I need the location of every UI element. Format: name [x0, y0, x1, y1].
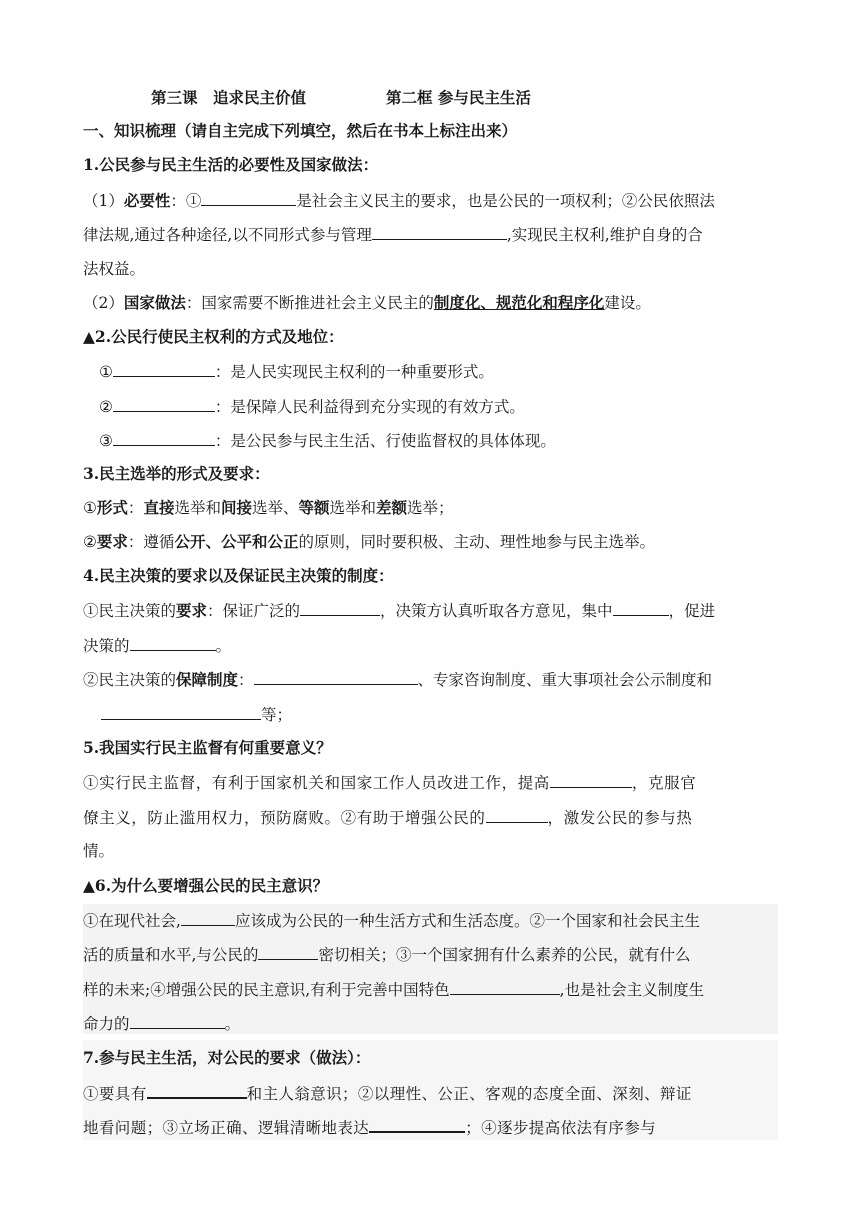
fill-blank[interactable] — [486, 807, 548, 823]
q1-l4-b: 建设。 — [604, 294, 651, 312]
fill-blank[interactable] — [300, 600, 380, 616]
q2-item-3 — [99, 430, 556, 451]
q4-l1-a: ①民主决策的 — [83, 602, 177, 620]
fill-blank[interactable] — [147, 1082, 247, 1099]
fill-blank[interactable] — [550, 772, 632, 788]
q6-l2-a: 活的质量和水平,与公民的 — [83, 946, 259, 964]
q1-necessity-label: 必要性 — [123, 191, 171, 210]
q4-l2-a: 决策的 — [83, 637, 130, 655]
q7-heading: 7.参与民主生活，对公民的要求（做法）： — [83, 1048, 371, 1067]
q3-req-a: ：遵循 — [127, 533, 175, 551]
q6-l1-a: ①在现代社会, — [83, 912, 181, 930]
q3-heading: 3.民主选举的形式及要求： — [83, 464, 270, 483]
q2-item-2 — [99, 396, 525, 417]
q6-l3-b: ,也是社会主义制度生 — [559, 981, 705, 999]
q3-form-line — [83, 498, 454, 518]
q5-heading: 5.我国实行民主监督有何重要意义？ — [83, 738, 332, 757]
q5-line2 — [83, 807, 692, 828]
q3-keyword: 直接 — [143, 498, 175, 517]
q5-l1-a: ①实行民主监督，有利于国家机关和国家工作人员改进工作，提高 — [83, 774, 550, 792]
q5-l2-a: 僚主义，防止滥用权力，预防腐败。②有助于增强公民的 — [83, 809, 486, 827]
fill-blank[interactable] — [113, 396, 215, 412]
q3-text: 选举和 — [174, 499, 221, 517]
q1-l1-b: 是社会主义民主的要求，也是公民的一项权利；②公民依照法 — [296, 192, 715, 210]
fill-blank[interactable] — [258, 944, 318, 960]
q5-line3: 情。 — [83, 842, 115, 860]
q1-state-label: 国家做法 — [123, 293, 186, 312]
q6-l2-b: 密切相关；③一个国家拥有什么素养的公民，就有什么 — [318, 946, 691, 964]
q7-l2-a: 地看问题；③立场正确、逻辑清晰地表达 — [83, 1119, 370, 1137]
q6-l1-b: 应该成为公民的一种生活方式和生活态度。②一个国家和社会民主生 — [234, 912, 700, 930]
fill-blank[interactable] — [201, 190, 296, 206]
q1-l1-a: ：① — [170, 192, 202, 210]
q7-l1-b: 和主人翁意识；②以理性、公正、客观的态度全面、深刻、辩证 — [246, 1085, 692, 1103]
q7-line2 — [83, 1116, 656, 1138]
q3-keyword: 间接 — [220, 498, 252, 517]
q1-l1-prefix: （1） — [83, 192, 124, 210]
q4-l1-b: ：保证广泛的 — [207, 602, 301, 620]
q4-line4 — [101, 704, 292, 725]
q3-text: 选举； — [407, 499, 454, 517]
q5-l2-b: ，激发公民的参与热 — [547, 809, 693, 827]
q2-heading: ▲2.公民行使民主权利的方式及地位： — [83, 327, 344, 346]
q3-form-label: 形式 — [96, 498, 128, 517]
q2-item-text: ：是人民实现民主权利的一种重要形式。 — [214, 363, 494, 381]
fill-blank[interactable] — [130, 1013, 225, 1029]
q4-heading: 4.民主决策的要求以及保证民主决策的制度： — [83, 566, 394, 585]
fill-blank[interactable] — [113, 361, 215, 377]
q6-l3-a: 样的未来;④增强公民的民主意识,有利于完善中国特色 — [83, 981, 450, 999]
q4-l1-d: ，促进 — [668, 602, 716, 620]
q2-item-num: ① — [99, 363, 113, 381]
q6-line1 — [83, 910, 700, 931]
q7-l2-b: ；④逐步提高依法有序参与 — [465, 1119, 657, 1137]
q1-key-phrase: 制度化、规范化和程序化 — [433, 293, 605, 312]
q3-req-b: 的原则，同时要积极、主动、理性地参与民主选举。 — [298, 533, 655, 551]
q6-l4-b: 。 — [224, 1015, 241, 1033]
q2-item-1 — [99, 361, 494, 382]
section-title: 第二框 参与民主生活 — [386, 88, 531, 107]
q1-l4-prefix: （2） — [83, 294, 124, 312]
q4-l4-b: 等； — [261, 706, 293, 724]
q3-req-num: ② — [83, 533, 97, 551]
page-title — [0, 86, 860, 108]
q1-line2 — [83, 224, 703, 245]
q6-l4-a: 命力的 — [83, 1015, 130, 1033]
q3-text: 选举、 — [251, 499, 299, 517]
lesson-title: 第三课 追求民主价值 — [151, 88, 307, 107]
q2-item-text: ：是保障人民利益得到充分实现的有效方式。 — [214, 398, 525, 416]
q4-req-label: 要求 — [176, 601, 208, 620]
q6-heading: ▲6.为什么要增强公民的民主意识？ — [83, 876, 329, 895]
fill-blank[interactable] — [613, 600, 669, 616]
q1-line3: 法权益。 — [83, 260, 146, 278]
q1-heading: 1.公民参与民主生活的必要性及国家做法： — [83, 155, 379, 174]
fill-blank[interactable] — [254, 669, 418, 685]
q5-line1 — [83, 772, 696, 793]
fill-blank[interactable] — [450, 979, 560, 995]
q2-item-num: ② — [99, 398, 113, 416]
q3-form-colon: ： — [127, 499, 144, 517]
q4-l2-b: 。 — [215, 637, 232, 655]
q6-line4 — [83, 1013, 240, 1034]
q2-item-text: ：是公民参与民主生活、行使监督权的具体体现。 — [214, 432, 556, 450]
q4-l3-b: ： — [238, 671, 254, 689]
fill-blank[interactable] — [372, 224, 507, 240]
q1-l2-b: ,实现民主权利,维护自身的合 — [506, 226, 703, 244]
q4-system-label: 保障制度 — [176, 670, 239, 689]
q1-line1 — [83, 190, 715, 211]
q1-l2-a: 律法规,通过各种途径,以不同形式参与管理 — [83, 226, 372, 244]
q7-line1 — [83, 1082, 692, 1104]
fill-blank[interactable] — [369, 1116, 465, 1133]
part1-heading: 一、知识梳理（请自主完成下列填空，然后在书本上标注出来） — [83, 121, 518, 140]
q3-req-line — [83, 532, 655, 552]
q3-req-label: 要求 — [96, 532, 128, 551]
q4-line3 — [83, 669, 712, 690]
q4-line1 — [83, 600, 715, 621]
q3-text: 选举和 — [329, 499, 377, 517]
fill-blank[interactable] — [181, 910, 235, 926]
q2-item-num: ③ — [99, 432, 113, 450]
q5-l1-b: ，克服官 — [631, 774, 697, 792]
q3-keyword: 等额 — [298, 498, 330, 517]
q6-line3 — [83, 979, 704, 1000]
q6-line2 — [83, 944, 690, 965]
q4-l1-c: ，决策方认真听取各方意见，集中 — [380, 602, 613, 620]
q4-l3-a: ②民主决策的 — [83, 671, 177, 689]
q7-l1-a: ①要具有 — [83, 1085, 147, 1103]
fill-blank[interactable] — [113, 430, 215, 446]
q4-line2 — [83, 635, 231, 656]
fill-blank[interactable] — [130, 635, 216, 651]
q3-keyword: 差额 — [376, 498, 408, 517]
fill-blank[interactable] — [101, 704, 261, 720]
q4-l3-c: 、专家咨询制度、重大事项社会公示制度和 — [417, 671, 713, 689]
q3-req-key: 公开、公平和公正 — [174, 532, 299, 551]
q1-l4-a: ：国家需要不断推进社会主义民主的 — [185, 294, 434, 312]
q1-line4 — [83, 293, 651, 313]
q3-form-num: ① — [83, 499, 97, 517]
